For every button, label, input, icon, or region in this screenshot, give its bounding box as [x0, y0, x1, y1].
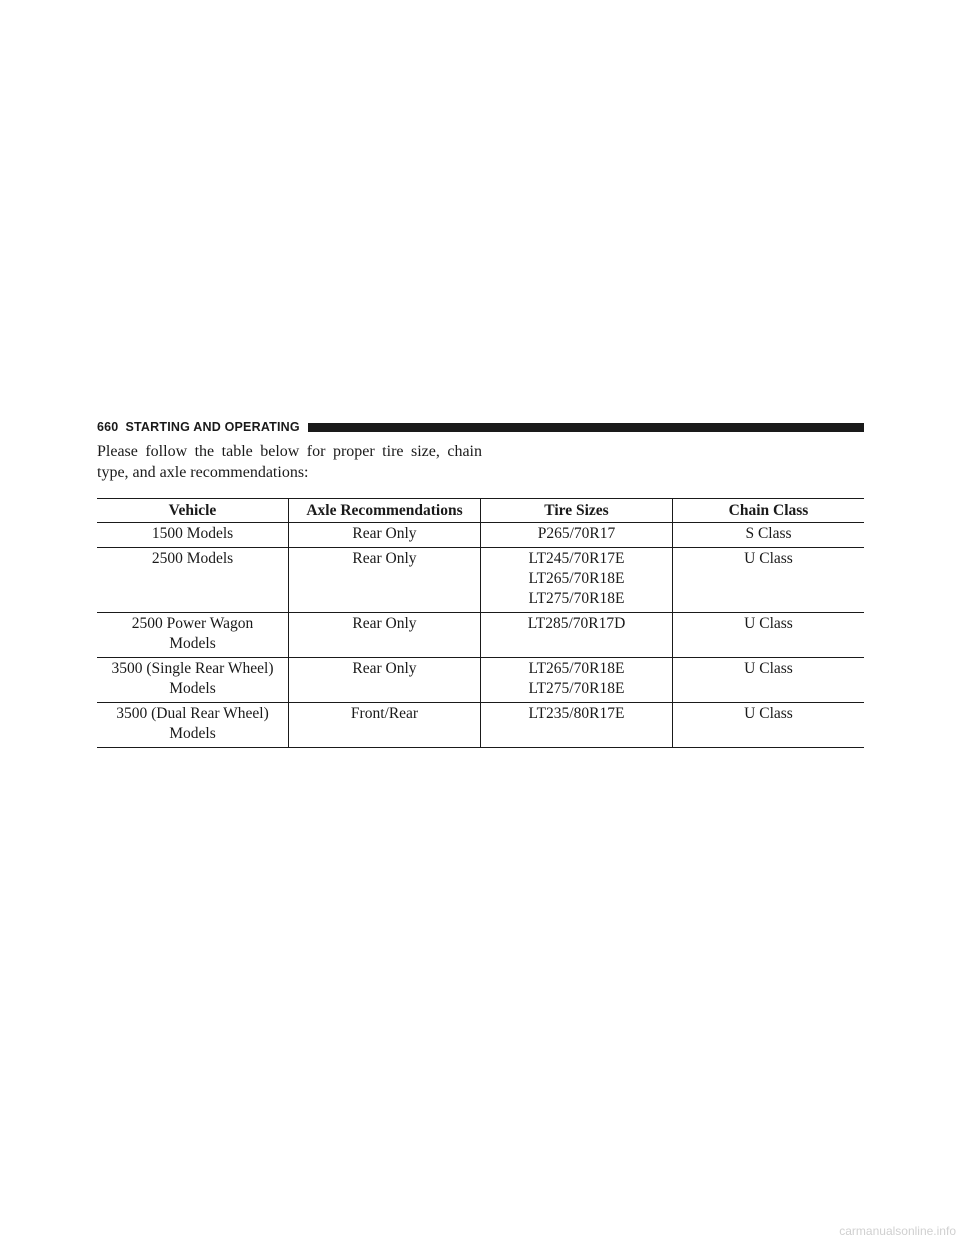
cell-vehicle-line: Models: [169, 680, 216, 697]
tire-chain-table: [97, 498, 864, 748]
cell-vehicle: [97, 548, 289, 613]
table-row: [97, 658, 864, 703]
cell-vehicle-line: 3500 (Dual Rear Wheel): [116, 705, 269, 722]
page-header: [97, 419, 864, 435]
cell-tire-sizes-line: LT235/80R17E: [528, 705, 625, 722]
cell-tire-sizes-line: LT285/70R17D: [527, 615, 626, 632]
table-body: [97, 523, 864, 748]
table-row: [97, 703, 864, 748]
cell-chain-class: S Class: [673, 523, 865, 548]
cell-vehicle: [97, 658, 289, 703]
cell-tire-sizes: [481, 523, 673, 548]
table-header-row: [97, 499, 864, 523]
cell-chain-class: U Class: [673, 548, 865, 613]
page-number: 660: [97, 420, 119, 434]
cell-tire-sizes: [481, 658, 673, 703]
header-rule: [308, 423, 864, 432]
cell-tire-sizes-line: LT275/70R18E: [528, 590, 625, 607]
cell-axle: Rear Only: [289, 523, 481, 548]
cell-tire-sizes-line: LT265/70R18E: [528, 660, 625, 677]
cell-axle: Rear Only: [289, 658, 481, 703]
cell-axle: Front/Rear: [289, 703, 481, 748]
cell-chain-class: U Class: [673, 703, 865, 748]
cell-tire-sizes-line: LT265/70R18E: [528, 570, 625, 587]
cell-axle: Rear Only: [289, 548, 481, 613]
cell-vehicle: [97, 523, 289, 548]
cell-tire-sizes: [481, 548, 673, 613]
column-header-vehicle: Vehicle: [97, 499, 289, 523]
cell-vehicle-line: 3500 (Single Rear Wheel): [111, 660, 274, 677]
cell-chain-class: U Class: [673, 658, 865, 703]
section-title: STARTING AND OPERATING: [125, 420, 300, 434]
watermark: carmanualsonline.info: [839, 1224, 956, 1238]
cell-vehicle-line: 2500 Models: [151, 550, 234, 567]
cell-vehicle-line: 1500 Models: [151, 525, 234, 542]
cell-chain-class: U Class: [673, 613, 865, 658]
cell-tire-sizes-line: LT275/70R18E: [528, 680, 625, 697]
cell-vehicle-line: 2500 Power Wagon: [131, 615, 254, 632]
table-row: [97, 548, 864, 613]
cell-vehicle: [97, 703, 289, 748]
cell-tire-sizes-line: LT245/70R17E: [528, 550, 625, 567]
cell-tire-sizes: [481, 613, 673, 658]
cell-vehicle-line: Models: [169, 635, 216, 652]
table-row: [97, 613, 864, 658]
cell-tire-sizes-line: P265/70R17: [537, 525, 616, 542]
cell-vehicle: [97, 613, 289, 658]
column-header-chain-class: Chain Class: [673, 499, 865, 523]
cell-tire-sizes: [481, 703, 673, 748]
column-header-axle: Axle Recommendations: [289, 499, 481, 523]
cell-axle: Rear Only: [289, 613, 481, 658]
cell-vehicle-line: Models: [169, 725, 216, 742]
intro-paragraph: Please follow the table below for proper tire size, chain type, and axle recommendations:: [97, 443, 482, 481]
column-header-tire-sizes: Tire Sizes: [481, 499, 673, 523]
table-row: [97, 523, 864, 548]
